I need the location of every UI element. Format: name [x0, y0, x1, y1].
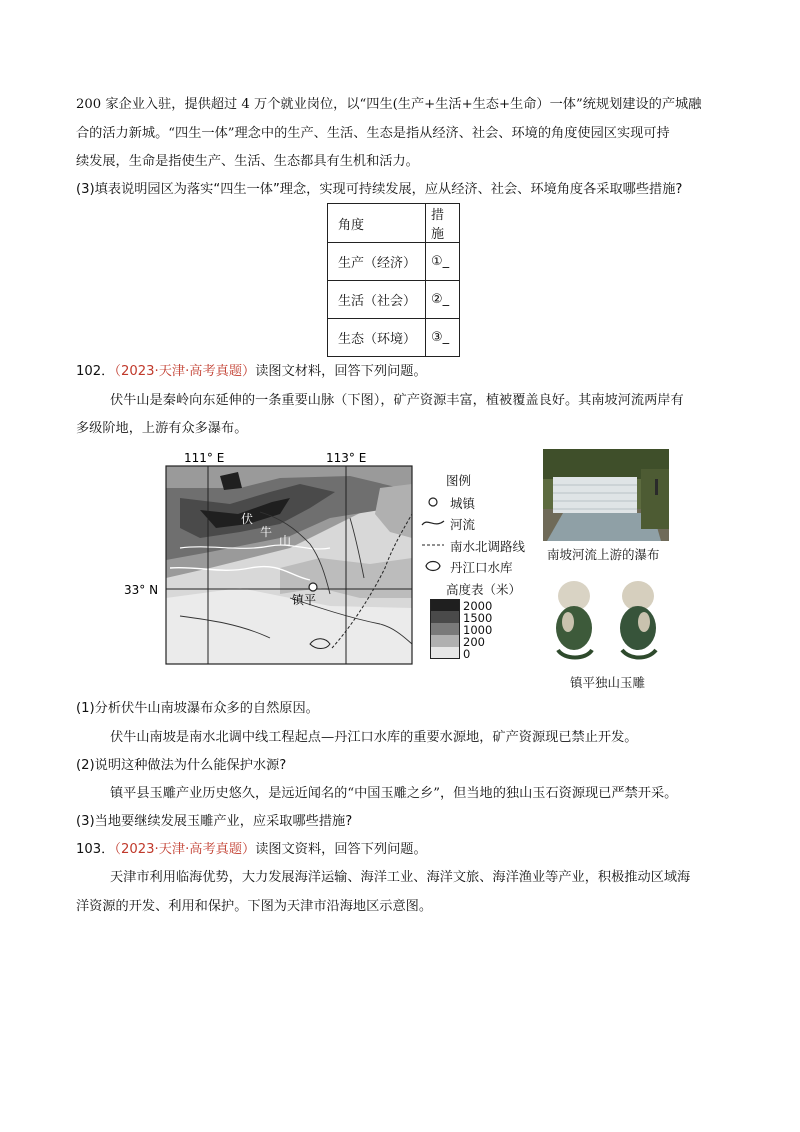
material-2: 伏牛山南坡是南水北调中线工程起点—丹江口水库的重要水源地，矿产资源现已禁止开发。	[110, 730, 638, 745]
legend-reservoir: 丹江口水库	[450, 560, 513, 575]
legend-route: 南水北调路线	[450, 539, 526, 554]
waterfall-photo	[543, 449, 669, 541]
question-103-header	[76, 840, 427, 860]
diversion-route-symbol-icon	[420, 537, 446, 553]
q102-para-line-2: 多级阶地，上游有众多瀑布。	[76, 421, 248, 436]
table-header-cell: 措施	[426, 204, 460, 243]
waterfall-caption: 南坡河流上游的瀑布	[547, 547, 660, 562]
instruction: 读图文资料，回答下列问题。	[255, 842, 427, 857]
town-symbol-icon	[423, 494, 443, 510]
question-102-header	[76, 362, 427, 382]
table-row	[328, 319, 460, 357]
question-number: 103．	[76, 842, 115, 857]
river-symbol-icon	[420, 515, 446, 531]
elevation-value: 0	[463, 647, 471, 661]
elevation-scale-title: 高度表（米）	[446, 582, 522, 597]
reservoir-symbol-icon	[420, 558, 446, 574]
funiu-mountain-map	[120, 448, 420, 668]
elevation-value: 1500	[463, 611, 493, 625]
intro-line-1: 200 家企业入驻，提供超过 4 万个就业岗位，以“四生(生产+生活+生态+生命）一体”统规划建设的产城融	[76, 97, 702, 112]
longitude-label: 111° E	[184, 451, 225, 465]
q103-para-line-1: 天津市利用临海优势，大力发展海洋运输、海洋工业、海洋文旅、海洋渔业等产业，积极推动区域海	[110, 870, 691, 885]
instruction: 读图文材料，回答下列问题。	[255, 364, 427, 379]
elevation-scale-bar	[430, 599, 460, 661]
sub-question-3: (3)当地要继续发展玉雕产业，应采取哪些措施?	[76, 814, 353, 829]
table-cell: ①_	[426, 243, 460, 281]
source-tag: （2023·天津·高考真题）	[114, 364, 256, 379]
elevation-value: 1000	[463, 623, 493, 637]
town-label: 镇平	[292, 593, 317, 607]
longitude-label: 113° E	[326, 451, 367, 465]
sub-question-2: (2)说明这种做法为什么能保护水源?	[76, 758, 287, 773]
table-row	[328, 243, 460, 281]
source-tag: （2023·天津·高考真题）	[114, 842, 256, 857]
latitude-label: 33° N	[124, 583, 159, 597]
sub-question-1: (1)分析伏牛山南坡瀑布众多的自然原因。	[76, 701, 319, 716]
q102-para-line-1: 伏牛山是秦岭向东延伸的一条重要山脉（下图），矿产资源丰富，植被覆盖良好。其南坡河流两岸有	[110, 393, 684, 408]
table-cell: ②_	[426, 281, 460, 319]
q103-para-line-2: 洋资源的开发、利用和保护。下图为天津市沿海地区示意图。	[76, 899, 433, 914]
mountain-label: 伏	[241, 512, 254, 526]
question-number: 102．	[76, 364, 115, 379]
mountain-label: 牛	[260, 525, 273, 539]
table-row	[328, 281, 460, 319]
legend-river: 河流	[450, 517, 476, 532]
table-cell: 生产（经济）	[328, 243, 426, 281]
intro-line-3: 续发展，生命是指使生产、生活、生态都具有生机和活力。	[76, 154, 419, 169]
table-cell: ③_	[426, 319, 460, 357]
table-header-row	[328, 204, 460, 243]
legend-town: 城镇	[450, 496, 476, 511]
table-cell: 生态（环境）	[328, 319, 426, 357]
elevation-value: 200	[463, 635, 485, 649]
table-header-cell: 角度	[328, 204, 426, 243]
table-cell: 生活（社会）	[328, 281, 426, 319]
mountain-label: 山	[279, 534, 292, 548]
question-3-text: (3)填表说明园区为落实“四生一体”理念，实现可持续发展，应从经济、社会、环境角度各采取哪些措施?	[76, 182, 683, 197]
intro-line-2: 合的活力新城。“四生一体”理念中的生产、生活、生态是指从经济、社会、环境的角度使园区实现可持	[76, 126, 670, 141]
legend-title: 图例	[446, 473, 472, 488]
elevation-value: 2000	[463, 599, 493, 613]
jade-caption: 镇平独山玉雕	[570, 675, 646, 690]
material-3: 镇平县玉雕产业历史悠久，是远近闻名的“中国玉雕之乡”，但当地的独山玉石资源现已严禁开采。	[110, 786, 678, 801]
measures-table	[327, 203, 460, 357]
jade-carving-photo	[540, 568, 672, 668]
